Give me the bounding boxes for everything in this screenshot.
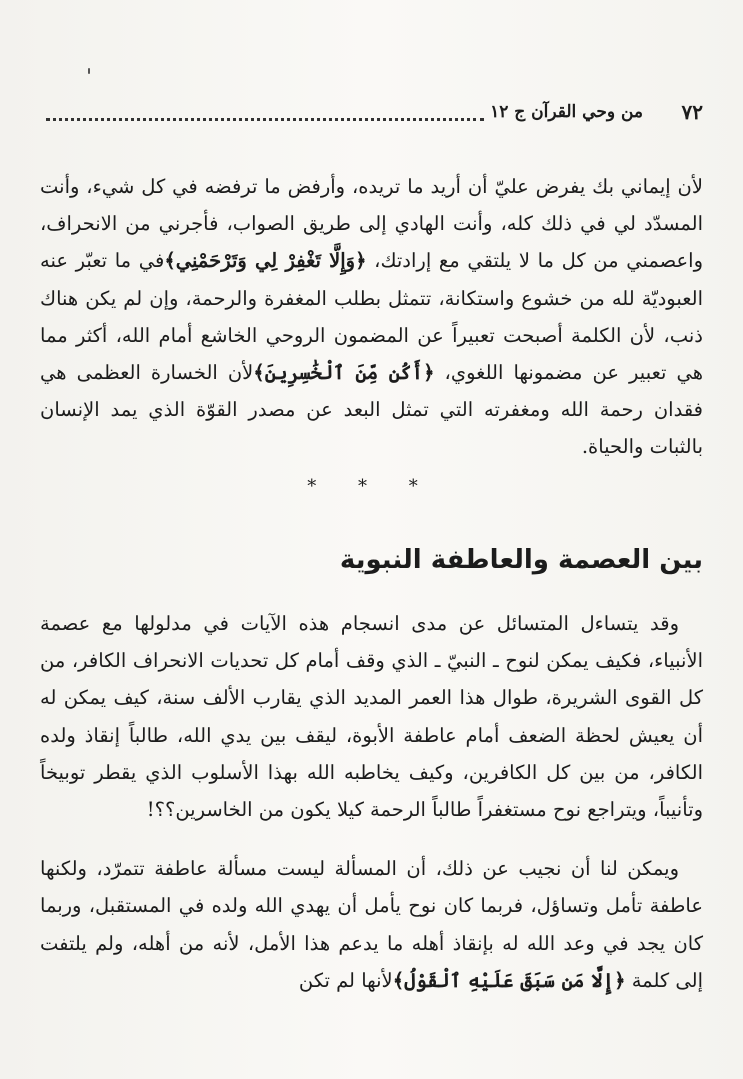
leader-dots xyxy=(46,104,484,121)
running-title-row xyxy=(40,102,643,122)
paragraph xyxy=(40,168,703,466)
paragraph: وقد يتساءل المتسائل عن مدى انسجام هذه الآيات في مدلولها مع عصمة الأنبياء، فكيف يمكن لنوح ـ النبيّ ـ الذي وقف أمام كل تحديات الانحراف الكافر، من كل القوى الشريرة، طوال هذا العمر المديد الذي يقارب الألف سنة، كيف يمكن له أن يعيش لحظة الضعف أمام عاطفة الأبوة، ليقف بين يدي الله، طالباً إنقاذ ولده الكافر، من بين كل الكافرين، وكيف يخاطبه الله بهذا الأسلوب الذي يقطر توبيخاً وتأنيباً، ويتراجع نوح مستغفراً طالباً الرحمة كيلا يكون من الخاسرين؟؟! xyxy=(40,612,703,822)
text-run: ويمكن لنا أن نجيب عن ذلك، أن المسألة ليست مسألة عاطفة تتمرّد، ولكنها عاطفة تأمل وتساؤل، فربما كان نوح يأمل أن يهدي الله ولده في المستقبل، وربما كان يجد في وعد الله له بإنقاذ أهله ما يدعم هذا الأمل، لأنه من أهله، ولم يلتفت إلى كلمة xyxy=(40,857,703,992)
paragraph-gap xyxy=(40,828,703,850)
text-run: لأنها لم تكن xyxy=(298,968,393,992)
quran-quote: ﴿إِلَّا مَن سَبَقَ عَلَيْهِ ٱلْقَوْلُ﴾ xyxy=(392,968,626,992)
section-heading: بين العصمة والعاطفة النبوية xyxy=(339,545,703,575)
text-run: لأن الخسارة العظمى هي فقدان رحمة الله ومغفرته التي تمثل البعد عن مصدر القوّة الذي يمد الإنسان بالثبات والحياة. xyxy=(40,361,703,459)
page-header xyxy=(40,100,703,134)
quran-quote: ﴿وَإِلَّا تَغْفِرْ لِي وَتَرْحَمْنِي﴾ xyxy=(164,249,367,273)
quran-quote: ﴿أَكُن مِّنَ ٱلْخَٰسِرِينَ﴾ xyxy=(253,361,435,385)
text-run: لأن إيماني بك يفرض عليّ أن أريد ما تريده، وأرفض ما ترفضه في كل شيء، وأنت المسدّد لي في ذلك كله، وأنت الهادي إلى طريق الصواب، فأجرني من الانحراف، واعصمني من كل ما لا يلتقي مع إرادتك، xyxy=(40,175,703,273)
running-title: من وحي القرآن ج ١٢ xyxy=(490,102,643,122)
section-1-text xyxy=(40,168,703,466)
section-separator: * * * xyxy=(307,476,436,497)
ink-speck xyxy=(88,68,90,74)
text-run: في ما تعبّر عنه العبوديّة لله من خشوع واستكانة، تتمثل بطلب المغفرة والرحمة، وإن لم يكن هناك ذنب، لأن الكلمة أصبحت تعبيراً عن المضمون الروحي الخاشع أمام الله، أكثر مما هي تعبير عن مضمونها اللغوي، xyxy=(40,249,703,385)
page-number: ٧٢ xyxy=(681,100,703,124)
paragraph xyxy=(40,850,703,999)
section-2-text xyxy=(40,605,703,999)
